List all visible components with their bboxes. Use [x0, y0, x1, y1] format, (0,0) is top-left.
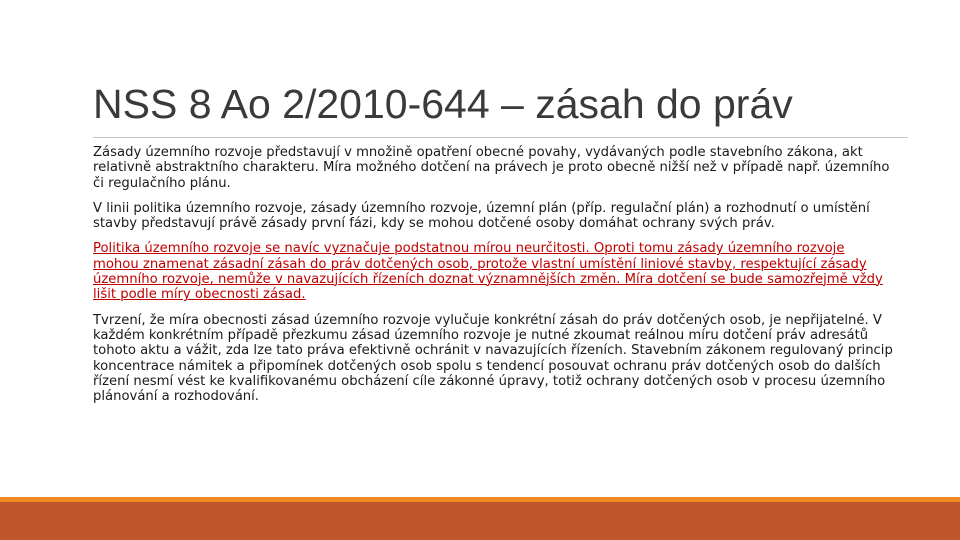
paragraph-4: Tvrzení, že míra obecnosti zásad územního rozvoje vylučuje konkrétní zásah do práv dotčených osob, je nepřijatelné. V každém konkrétním případě přezkumu zásad územního rozvoje je nutné zkoumat reálnou míru dotčení práv adresátů tohoto aktu a vážit, zda lze tato práva efektivně ochránit v navazujících řízeních. Stavebním zákonem regulovaný princip koncentrace námitek a připomínek dotčených osob spolu s tendencí posouvat ochranu práv dotčených osob do dalších řízení nesmí vést ke kvalifikovanému obcházení cíle zákonné úpravy, totiž ochrany dotčených osob v procesu územního plánování a rozhodování.: [93, 312, 893, 405]
paragraph-3-highlighted: Politika územního rozvoje se navíc vyznačuje podstatnou mírou neurčitosti. Oproti tomu zásady územního rozvoje mohou znamenat zásadní zásah do práv dotčených osob, protože vlastní umístění liniové stavby, respektující zásady územního rozvoje, nemůže v navazujících řízeních doznat významnějších změn. Míra dotčení se bude samozřejmě vždy lišit podle míry obecnosti zásad.: [93, 241, 883, 303]
slide-body: [93, 145, 893, 414]
paragraph-1: Zásady územního rozvoje představují v množině opatření obecné povahy, vydávaných podle stavebního zákona, akt relativně abstraktního charakteru. Míra možného dotčení na právech je proto obecně nižší než v případě např. územního či regulačního plánu.: [93, 145, 890, 191]
title-divider: [93, 137, 908, 138]
paragraph-2: V linii politika územního rozvoje, zásady územního rozvoje, územní plán (příp. regulační plán) a rozhodnutí o umístění stavby představují právě zásady první fázi, kdy se mohou dotčené osoby domáhat ochrany svých práv.: [93, 200, 870, 232]
slide-title: NSS 8 Ao 2/2010-644 – zásah do práv: [93, 81, 793, 127]
footer-bar: [0, 502, 960, 540]
